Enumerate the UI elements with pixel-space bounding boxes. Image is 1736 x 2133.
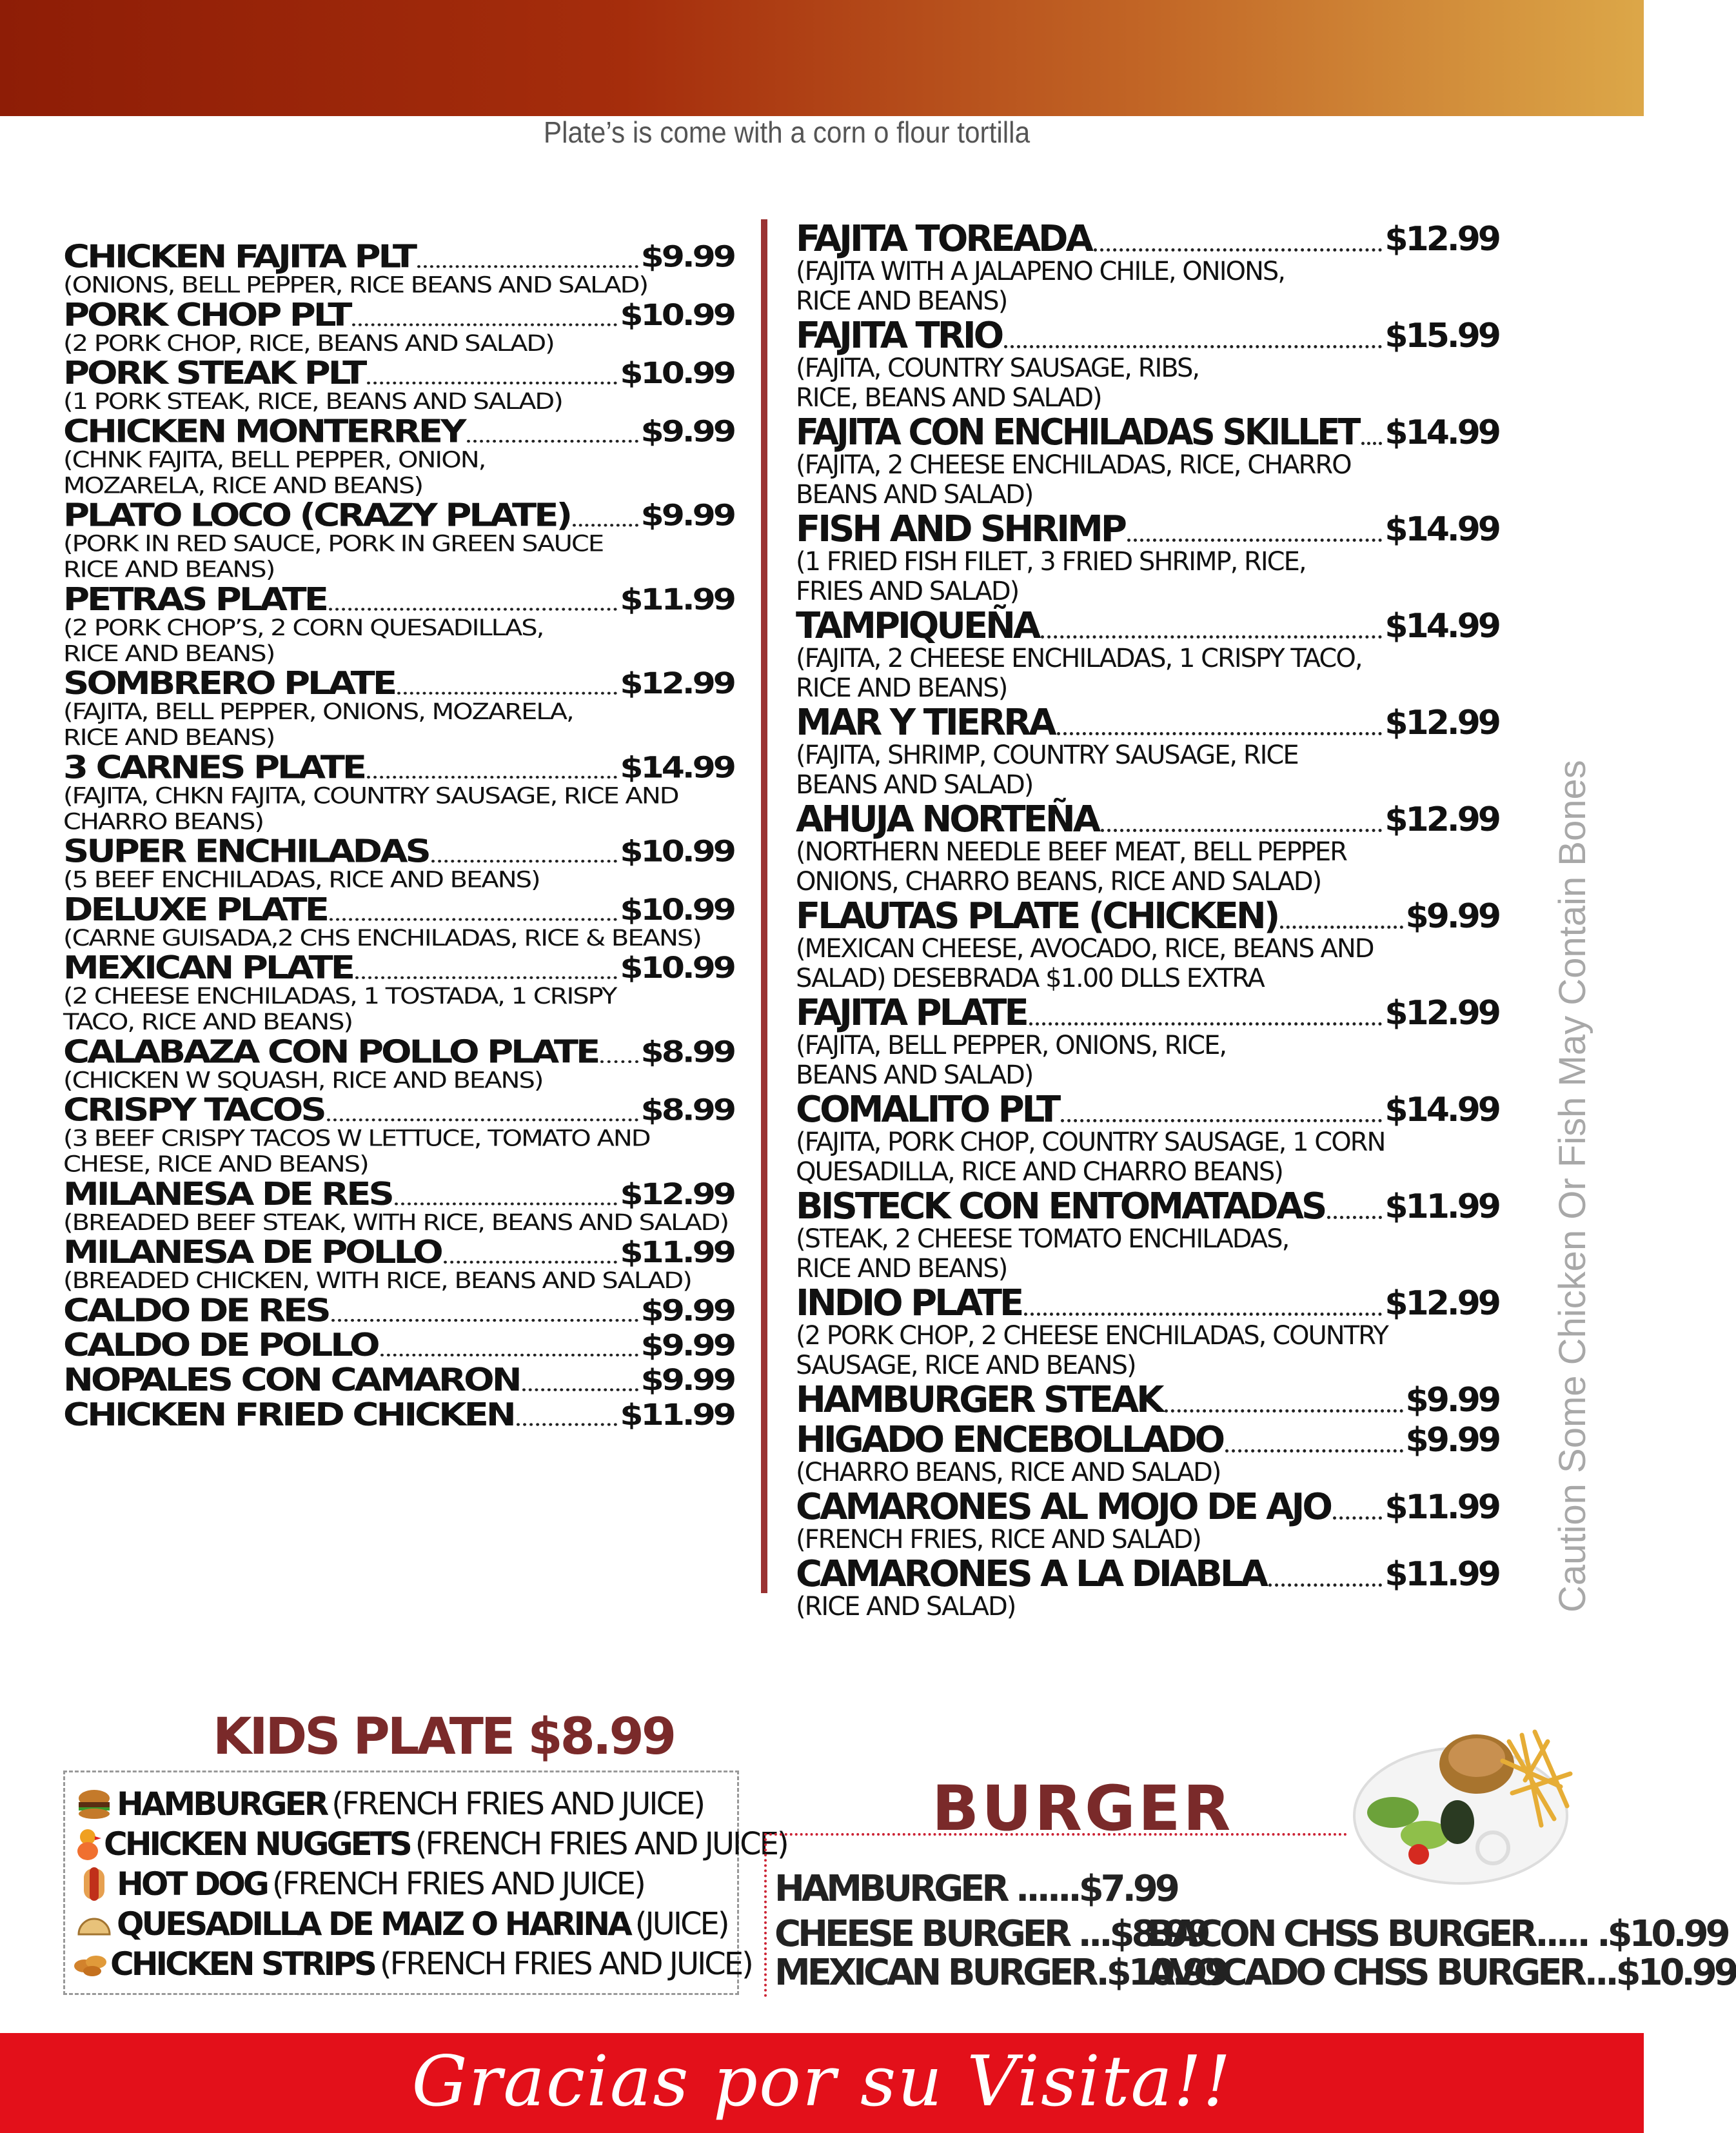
menu-item-price: $9.99 xyxy=(640,1364,734,1398)
menu-item-name: HAMBURGER STEAK xyxy=(796,1379,1162,1421)
menu-item-description: (FAJITA, 2 CHEESE ENCHILADAS, 1 CRISPY TACO, RICE AND BEANS) xyxy=(796,644,1362,703)
menu-item-name: PETRAS PLATE xyxy=(63,581,326,618)
dot-leader xyxy=(1327,1216,1382,1219)
menu-item-price: $9.99 xyxy=(1405,1421,1499,1460)
menu-item xyxy=(796,1487,1499,1554)
kids-plate-box xyxy=(63,1771,787,1995)
menu-item-description: (5 BEEF ENCHILADAS, RICE AND BEANS) xyxy=(63,867,540,893)
kids-item xyxy=(65,1824,787,1864)
menu-item xyxy=(63,1236,734,1294)
right-menu-column xyxy=(796,219,1499,1622)
kids-item xyxy=(65,1904,737,1944)
menu-item xyxy=(796,413,1499,510)
menu-item-name: PORK CHOP PLT xyxy=(63,297,350,333)
menu-item xyxy=(63,893,734,951)
menu-item-description: (FAJITA, COUNTRY SAUSAGE, RIBS, RICE, BEANS AND SALAD) xyxy=(796,353,1199,413)
menu-item-price: $10.99 xyxy=(620,951,734,986)
dot-leader xyxy=(1024,1313,1382,1316)
menu-item-description: (ONIONS, BELL PEPPER, RICE BEANS AND SALAD) xyxy=(63,272,648,299)
kids-item-name: HOT DOG xyxy=(117,1865,267,1903)
dot-leader xyxy=(1004,345,1382,348)
dot-leader xyxy=(444,1261,618,1264)
menu-item-description: (FAJITA, BELL PEPPER, ONIONS, RICE, BEANS AND SALAD) xyxy=(796,1031,1227,1090)
chicken-strips-icon xyxy=(72,1945,110,1983)
dot-leader xyxy=(1268,1583,1382,1587)
menu-item-name: CALABAZA CON POLLO PLATE xyxy=(63,1034,598,1071)
kids-item-desc: (FRENCH FRIES AND JUICE) xyxy=(331,1786,704,1822)
menu-item xyxy=(63,240,734,298)
menu-item-price: $9.99 xyxy=(640,415,734,449)
menu-item-price: $9.99 xyxy=(640,1294,734,1328)
kids-item xyxy=(65,1784,737,1824)
footer-thanks: Gracias por su Visita!! xyxy=(411,2041,1232,2122)
menu-item-price: $9.99 xyxy=(640,240,734,274)
menu-item-price: $11.99 xyxy=(1385,1187,1499,1226)
menu-item-description: (2 PORK CHOP, 2 CHEESE ENCHILADAS, COUNTRY SAUSAGE, RICE AND BEANS) xyxy=(796,1321,1388,1380)
menu-item-price: $9.99 xyxy=(1405,1381,1499,1420)
quesadilla-icon xyxy=(72,1905,117,1943)
dot-leader xyxy=(380,1354,638,1356)
menu-item-name: SUPER ENCHILADAS xyxy=(63,833,429,870)
dot-leader xyxy=(329,608,617,610)
menu-item xyxy=(63,667,734,751)
dot-leader xyxy=(517,1423,618,1425)
menu-item-description: (2 PORK CHOP’S, 2 CORN QUESADILLAS, RICE AND BEANS) xyxy=(63,615,544,667)
menu-item xyxy=(796,993,1499,1090)
dot-leader xyxy=(1333,1516,1382,1520)
menu-item-description: (CARNE GUISADA,2 CHS ENCHILADAS, RICE & BEANS) xyxy=(63,925,701,951)
menu-item xyxy=(63,499,734,582)
menu-item xyxy=(796,1284,1499,1380)
menu-item-price: $14.99 xyxy=(1385,413,1499,452)
menu-item-price: $12.99 xyxy=(1385,704,1499,742)
menu-item-name: CAMARONES A LA DIABLA xyxy=(796,1553,1266,1595)
menu-item xyxy=(63,1035,734,1093)
menu-item xyxy=(63,835,734,893)
menu-item-price: $10.99 xyxy=(620,835,734,869)
dot-leader xyxy=(395,1202,618,1205)
dot-leader xyxy=(1165,1409,1403,1413)
menu-item-price: $12.99 xyxy=(1385,1284,1499,1323)
kids-item-name: CHICKEN STRIPS xyxy=(110,1945,375,1983)
burger-plate-image xyxy=(1348,1703,1580,1896)
menu-item-name: CALDO DE POLLO xyxy=(63,1327,378,1364)
menu-item xyxy=(63,357,734,415)
left-menu-column xyxy=(63,240,734,1433)
burger-item: HAMBURGER ......$7.99 xyxy=(774,1868,1177,1910)
burger-item: CHEESE BURGER ...$8.99 xyxy=(774,1913,1208,1955)
dot-leader xyxy=(352,323,617,326)
kids-plate-title: KIDS PLATE $8.99 xyxy=(213,1708,675,1766)
menu-item-price: $11.99 xyxy=(620,1398,734,1433)
menu-item-name: COMALITO PLT xyxy=(796,1089,1059,1131)
menu-item-price: $12.99 xyxy=(1385,800,1499,839)
menu-item-name: CRISPY TACOS xyxy=(63,1092,324,1129)
menu-item-description: (2 CHEESE ENCHILADAS, 1 TOSTADA, 1 CRISPY TACO, RICE AND BEANS) xyxy=(63,983,616,1035)
menu-item xyxy=(63,1329,734,1364)
kids-item-desc: (FRENCH FRIES AND JUICE) xyxy=(415,1826,787,1862)
menu-item-name: FISH AND SHRIMP xyxy=(796,508,1125,550)
hot-dog-icon xyxy=(72,1865,117,1903)
menu-item-price: $9.99 xyxy=(1405,897,1499,936)
menu-item-price: $14.99 xyxy=(1385,607,1499,646)
dot-leader xyxy=(1094,248,1382,252)
menu-item-price: $11.99 xyxy=(620,1236,734,1270)
menu-item xyxy=(796,1380,1499,1420)
menu-item xyxy=(796,1187,1499,1284)
menu-item-price: $9.99 xyxy=(640,1329,734,1363)
dot-leader xyxy=(431,860,618,862)
menu-item-description: (BREADED BEEF STEAK, WITH RICE, BEANS AND SALAD) xyxy=(63,1209,729,1236)
burger-item: MEXICAN BURGER.$10.99 xyxy=(774,1952,1227,1994)
menu-item-price: $8.99 xyxy=(640,1093,734,1127)
menu-item-description: (CHARRO BEANS, RICE AND SALAD) xyxy=(796,1458,1221,1487)
column-divider xyxy=(761,219,767,1593)
menu-item-name: 3 CARNES PLATE xyxy=(63,749,365,786)
dot-leader xyxy=(417,265,638,268)
chicken-icon xyxy=(72,1825,104,1863)
menu-item-name: DELUXE PLATE xyxy=(63,891,327,928)
menu-item-price: $12.99 xyxy=(1385,994,1499,1033)
caution-note: Caution Some Chicken Or Fish May Contain Bones xyxy=(1552,760,1593,1612)
dot-leader xyxy=(367,776,617,779)
menu-item-name: MILANESA DE RES xyxy=(63,1176,392,1213)
menu-item xyxy=(63,1177,734,1235)
menu-item-price: $11.99 xyxy=(1385,1555,1499,1594)
menu-item-description: (NORTHERN NEEDLE BEEF MEAT, BELL PEPPER ONIONS, CHARRO BEANS, RICE AND SALAD) xyxy=(796,837,1346,897)
menu-item-description: (FAJITA, 2 CHEESE ENCHILADAS, RICE, CHARRO BEANS AND SALAD) xyxy=(796,450,1351,510)
menu-item xyxy=(796,703,1499,800)
dot-leader xyxy=(1280,926,1403,929)
menu-item-price: $11.99 xyxy=(1385,1488,1499,1527)
menu-item xyxy=(63,582,734,666)
menu-item-description: (CHNK FAJITA, BELL PEPPER, ONION, MOZARELA, RICE AND BEANS) xyxy=(63,447,486,499)
dot-leader xyxy=(600,1060,638,1063)
menu-item-description: (RICE AND SALAD) xyxy=(796,1592,1016,1622)
menu-item xyxy=(796,219,1499,316)
menu-item-name: NOPALES CON CAMARON xyxy=(63,1362,520,1399)
page-subtitle: Plate’s is come with a corn o flour tortilla xyxy=(543,115,1031,149)
dot-leader xyxy=(355,977,617,979)
dot-leader xyxy=(1041,635,1382,639)
menu-item xyxy=(796,1420,1499,1487)
menu-item xyxy=(63,298,734,356)
menu-item-description: (FAJITA, PORK CHOP, COUNTRY SAUSAGE, 1 CORN QUESADILLA, RICE AND CHARRO BEANS) xyxy=(796,1127,1385,1187)
menu-item-price: $11.99 xyxy=(620,583,734,617)
menu-item-description: (3 BEEF CRISPY TACOS W LETTUCE, TOMATO AND CHESE, RICE AND BEANS) xyxy=(63,1126,650,1178)
menu-item xyxy=(63,1398,734,1433)
menu-item xyxy=(796,606,1499,703)
menu-item-name: FAJITA TOREADA xyxy=(796,218,1091,260)
dot-leader xyxy=(1127,539,1382,542)
menu-item-price: $15.99 xyxy=(1385,317,1499,355)
menu-item-description: (CHICKEN W SQUASH, RICE AND BEANS) xyxy=(63,1067,543,1094)
menu-item-price: $10.99 xyxy=(620,299,734,333)
dot-leader xyxy=(1361,442,1383,445)
menu-item xyxy=(796,800,1499,897)
menu-item-description: (1 FRIED FISH FILET, 3 FRIED SHRIMP, RICE, FRIES AND SALAD) xyxy=(796,547,1306,606)
burger-menu-box xyxy=(764,1833,1736,1997)
burger-title: BURGER xyxy=(932,1772,1234,1845)
menu-item-description: (MEXICAN CHEESE, AVOCADO, RICE, BEANS AND SALAD) DESEBRADA $1.00 DLLS EXTRA xyxy=(796,934,1374,993)
menu-item-price: $10.99 xyxy=(620,357,734,391)
menu-item xyxy=(63,1093,734,1177)
menu-item-name: CAMARONES AL MOJO DE AJO xyxy=(796,1486,1330,1528)
menu-item-name: MILANESA DE POLLO xyxy=(63,1234,441,1271)
menu-item-price: $9.99 xyxy=(640,499,734,533)
dot-leader xyxy=(467,440,638,442)
header-band xyxy=(0,0,1644,116)
menu-item-description: (FAJITA, BELL PEPPER, ONIONS, MOZARELA, RICE AND BEANS) xyxy=(63,699,573,751)
menu-item-name: CALDO DE RES xyxy=(63,1293,329,1329)
menu-item xyxy=(63,415,734,499)
dot-leader xyxy=(331,1319,638,1322)
kids-item-name: CHICKEN NUGGETS xyxy=(104,1825,410,1863)
dot-leader xyxy=(1225,1449,1403,1453)
kids-item xyxy=(65,1864,737,1904)
menu-item-price: $14.99 xyxy=(1385,1091,1499,1129)
menu-item-name: AHUJA NORTEÑA xyxy=(796,799,1099,840)
menu-item-description: (FRENCH FRIES, RICE AND SALAD) xyxy=(796,1525,1201,1554)
menu-item-description: (2 PORK CHOP, RICE, BEANS AND SALAD) xyxy=(63,330,554,357)
menu-item-name: FAJITA CON ENCHILADAS SKILLET xyxy=(796,412,1359,453)
dot-leader xyxy=(397,692,617,695)
menu-item-name: INDIO PLATE xyxy=(796,1282,1022,1324)
menu-item-price: $12.99 xyxy=(1385,220,1499,259)
dot-leader xyxy=(1061,1119,1382,1122)
menu-item-name: HIGADO ENCEBOLLADO xyxy=(796,1419,1223,1461)
dot-leader xyxy=(573,524,638,526)
kids-item-name: HAMBURGER xyxy=(117,1785,327,1823)
menu-item-name: CHICKEN MONTERREY xyxy=(63,413,464,450)
menu-item xyxy=(63,751,734,835)
menu-item-price: $14.99 xyxy=(620,751,734,785)
menu-item-description: (FAJITA WITH A JALAPENO CHILE, ONIONS, RICE AND BEANS) xyxy=(796,257,1285,316)
menu-item xyxy=(796,897,1499,993)
menu-item-description: (FAJITA, SHRIMP, COUNTRY SAUSAGE, RICE BEANS AND SALAD) xyxy=(796,740,1298,800)
kids-item xyxy=(65,1944,752,1984)
menu-item xyxy=(796,316,1499,413)
menu-item-name: PLATO LOCO (CRAZY PLATE) xyxy=(63,497,571,534)
menu-item-description: (1 PORK STEAK, RICE, BEANS AND SALAD) xyxy=(63,388,562,415)
kids-item-desc: (FRENCH FRIES AND JUICE) xyxy=(379,1946,752,1982)
dot-leader xyxy=(327,1118,638,1121)
hamburger-icon xyxy=(72,1785,117,1823)
menu-item xyxy=(63,1294,734,1329)
menu-item xyxy=(63,951,734,1035)
menu-item-price: $12.99 xyxy=(620,667,734,701)
menu-item-description: (BREADED CHICKEN, WITH RICE, BEANS AND SALAD) xyxy=(63,1267,691,1294)
menu-item xyxy=(796,1554,1499,1622)
menu-item-name: FAJITA TRIO xyxy=(796,315,1002,357)
menu-item-description: (STEAK, 2 CHEESE TOMATO ENCHILADAS, RICE AND BEANS) xyxy=(796,1224,1289,1284)
menu-item xyxy=(796,510,1499,606)
menu-item-name: CHICKEN FAJITA PLT xyxy=(63,239,415,275)
menu-item-name: SOMBRERO PLATE xyxy=(63,665,395,702)
dot-leader xyxy=(330,918,617,920)
menu-item-name: MAR Y TIERRA xyxy=(796,702,1054,744)
menu-item-name: FAJITA PLATE xyxy=(796,992,1027,1034)
menu-item-description: (FAJITA, CHKN FAJITA, COUNTRY SAUSAGE, RICE AND CHARRO BEANS) xyxy=(63,783,678,835)
menu-item-name: TAMPIQUEÑA xyxy=(796,605,1039,647)
burger-item: AVOCADO CHSS BURGER...$10.99 xyxy=(1147,1952,1736,1994)
menu-item-name: FLAUTAS PLATE (CHICKEN) xyxy=(796,895,1278,937)
menu-item-price: $12.99 xyxy=(620,1178,734,1212)
menu-item-price: $8.99 xyxy=(640,1035,734,1069)
menu-item-name: CHICKEN FRIED CHICKEN xyxy=(63,1396,514,1433)
menu-item xyxy=(63,1363,734,1398)
dot-leader xyxy=(1101,829,1382,832)
menu-item-name: PORK STEAK PLT xyxy=(63,355,365,392)
menu-item-price: $14.99 xyxy=(1385,510,1499,549)
menu-item xyxy=(796,1090,1499,1187)
kids-item-name: QUESADILLA DE MAIZ O HARINA xyxy=(117,1905,630,1943)
kids-item-desc: (JUICE) xyxy=(635,1906,728,1942)
dot-leader xyxy=(367,382,617,384)
menu-item-price: $10.99 xyxy=(620,893,734,928)
menu-item-name: MEXICAN PLATE xyxy=(63,949,353,987)
burger-item: BACON CHSS BURGER..... .$10.99 xyxy=(1147,1913,1728,1955)
dot-leader xyxy=(1029,1022,1383,1026)
kids-item-desc: (FRENCH FRIES AND JUICE) xyxy=(271,1866,644,1902)
dot-leader xyxy=(522,1389,638,1391)
menu-item-description: (PORK IN RED SAUCE, PORK IN GREEN SAUCE RICE AND BEANS) xyxy=(63,531,604,583)
menu-item-name: BISTECK CON ENTOMATADAS xyxy=(796,1186,1325,1227)
dot-leader xyxy=(1057,732,1383,735)
